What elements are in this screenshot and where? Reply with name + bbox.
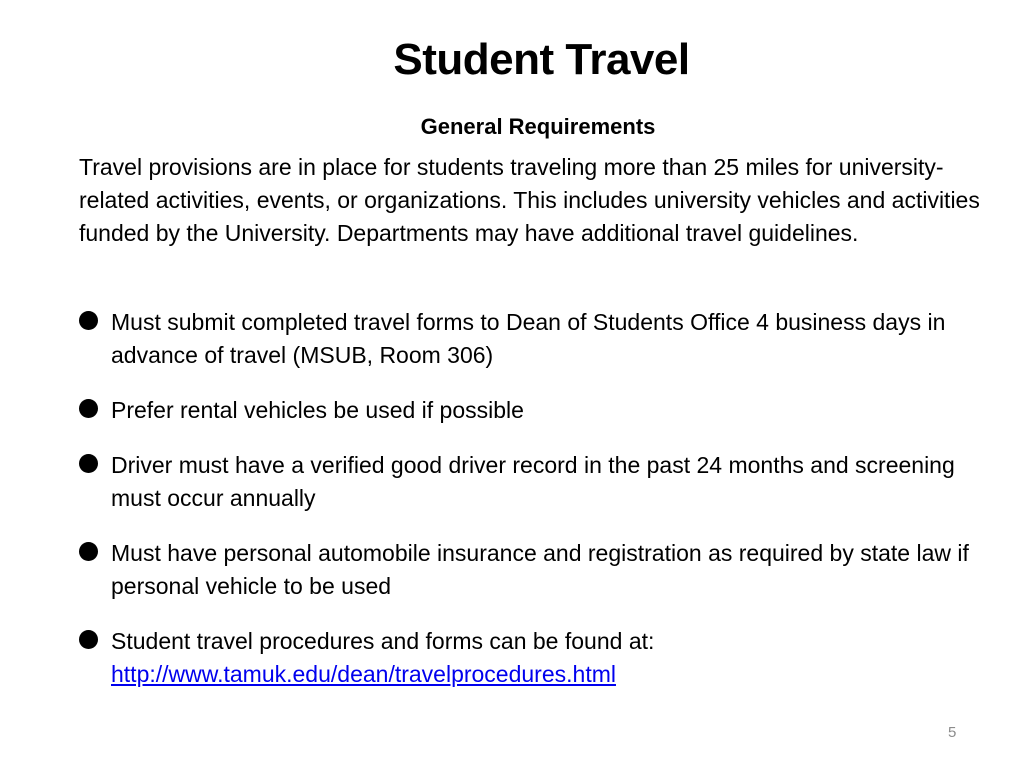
bullet-dot-icon (79, 542, 98, 561)
bullet-dot-icon (79, 454, 98, 473)
page-number: 5 (948, 724, 957, 741)
travel-procedures-link[interactable]: http://www.tamuk.edu/dean/travelprocedures.html (111, 661, 616, 687)
list-item (79, 306, 989, 372)
slide-title: Student Travel (393, 35, 690, 84)
list-item-text: Driver must have a verified good driver record in the past 24 months and screening must occur annually (111, 452, 955, 511)
list-item-text: Must have personal automobile insurance and registration as required by state law if personal vehicle to be used (111, 540, 969, 599)
list-item-text: Must submit completed travel forms to Dean of Students Office 4 business days in advance of travel (MSUB, Room 306) (111, 309, 946, 368)
bullet-dot-icon (79, 399, 98, 418)
list-item (79, 394, 989, 427)
slide-subtitle: General Requirements (420, 114, 656, 139)
list-item-text: Prefer rental vehicles be used if possible (111, 397, 524, 423)
list-item (79, 625, 989, 691)
intro-paragraph: Travel provisions are in place for students traveling more than 25 miles for university-related activities, events, or organizations. This includes university vehicles and activities funded by the University. Departments may have additional travel guidelines. (79, 154, 980, 246)
bullet-dot-icon (79, 630, 98, 649)
bullet-dot-icon (79, 311, 98, 330)
requirements-list (79, 306, 989, 713)
list-item (79, 449, 989, 515)
list-item (79, 537, 989, 603)
list-item-text: Student travel procedures and forms can be found at: (111, 628, 655, 654)
